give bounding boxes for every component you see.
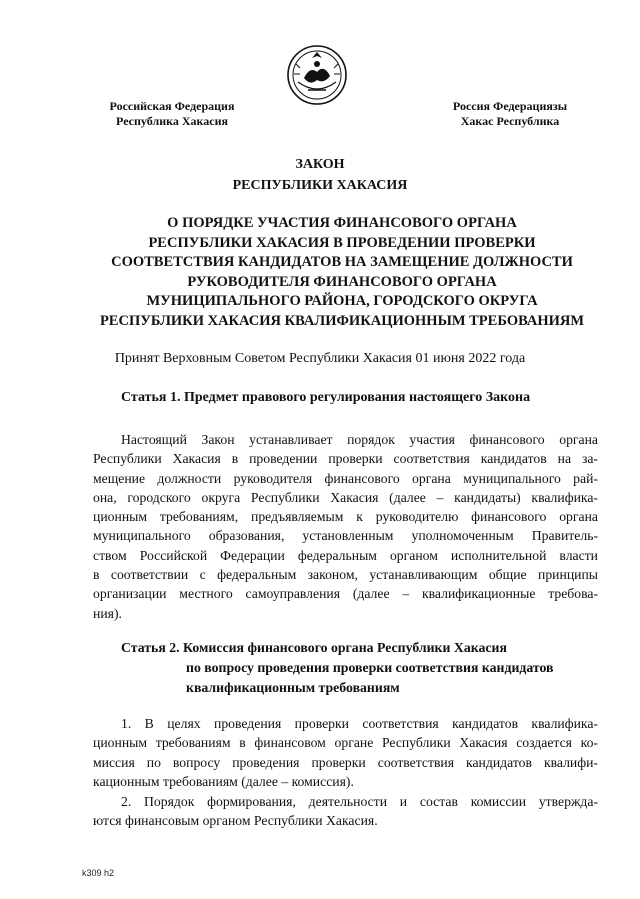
adoption-statement: Принят Верховным Советом Республики Хакасия 01 июня 2022 года: [114, 351, 526, 366]
document-code: k309 h2: [82, 868, 115, 878]
text-line: она, городского округа Республики Хакасия (далее – кандидаты) квалифика-: [93, 489, 598, 505]
article-2-heading: [121, 638, 611, 698]
text-line: ния).: [93, 605, 122, 621]
text-line: Республики Хакасия в проведении проверки соответствия кандидатов на за-: [93, 451, 598, 467]
header-right-republic: Хакас Республика: [460, 114, 560, 128]
header-left-block: [82, 99, 262, 129]
text-line: ционным требованиям, предъявляемым к руководителю финансового органа: [93, 509, 598, 525]
law-subject-line: РУКОВОДИТЕЛЯ ФИНАНСОВОГО ОРГАНА: [187, 273, 497, 290]
text-line: ются финансовым органом Республики Хакасия.: [93, 813, 378, 829]
law-subject-line: СООТВЕТСТВИЯ КАНДИДАТОВ НА ЗАМЕЩЕНИЕ ДОЛЖНОСТИ: [111, 254, 573, 271]
law-title: [0, 154, 640, 196]
law-subject-line: О ПОРЯДКЕ УЧАСТИЯ ФИНАНСОВОГО ОРГАНА: [167, 215, 517, 231]
text-line: Настоящий Закон устанавливает порядок участия финансового органа: [121, 432, 598, 447]
law-title-line: ЗАКОН: [295, 157, 345, 172]
text-line: мещение должности руководителя финансового органа муниципального рай-: [93, 470, 598, 486]
header-right-country: Россия Федерациязы: [452, 99, 568, 113]
coat-of-arms-emblem: [286, 44, 348, 106]
text-line: муниципального образования, установленным уполномоченным Правитель-: [93, 528, 598, 544]
text-line: организации местного самоуправления (далее – квалификационные требова-: [93, 586, 598, 602]
text-line: ством Российской Федерации федеральным органом исполнительной власти: [93, 547, 598, 563]
text-line: кационным требованиям (далее – комиссия).: [93, 773, 354, 789]
article-2-point-2: [93, 792, 598, 831]
article-1-text: [93, 430, 598, 623]
law-subject-line: РЕСПУБЛИКИ ХАКАСИЯ В ПРОВЕДЕНИИ ПРОВЕРКИ: [148, 234, 536, 251]
article-2-heading-line: по вопросу проведения проверки соответствия кандидатов: [186, 660, 554, 675]
text-line: 2. Порядок формирования, деятельности и состав комиссии утвержда-: [121, 794, 598, 809]
header-left-republic: Республика Хакасия: [116, 114, 228, 128]
law-subject-line: МУНИЦИПАЛЬНОГО РАЙОНА, ГОРОДСКОГО ОКРУГА: [146, 293, 538, 310]
law-subject: [86, 214, 598, 332]
text-line: 1. В целях проведения проверки соответствия кандидатов квалифика-: [121, 716, 598, 731]
text-line: ционным требованиям в финансовом органе Республики Хакасия создается ко-: [93, 735, 598, 751]
article-2-point-1: [93, 714, 598, 791]
text-line: в соответствии с федеральным законом, устанавливающим общие принципы: [93, 567, 598, 583]
text-line: миссия по вопросу проведения проверки соответствия кандидатов квалифи-: [93, 754, 598, 770]
article-1-heading: Статья 1. Предмет правового регулирования настоящего Закона: [121, 390, 531, 405]
header-right-block: [420, 99, 600, 129]
article-2-heading-line: Статья 2. Комиссия финансового органа Республики Хакасия: [121, 640, 507, 655]
law-title-line: РЕСПУБЛИКИ ХАКАСИЯ: [232, 178, 408, 193]
law-subject-line: РЕСПУБЛИКИ ХАКАСИЯ КВАЛИФИКАЦИОННЫМ ТРЕБОВАНИЯМ: [99, 312, 585, 329]
article-2-heading-line: квалификационным требованиям: [186, 680, 400, 695]
header-left-country: Российская Федерация: [109, 99, 235, 113]
